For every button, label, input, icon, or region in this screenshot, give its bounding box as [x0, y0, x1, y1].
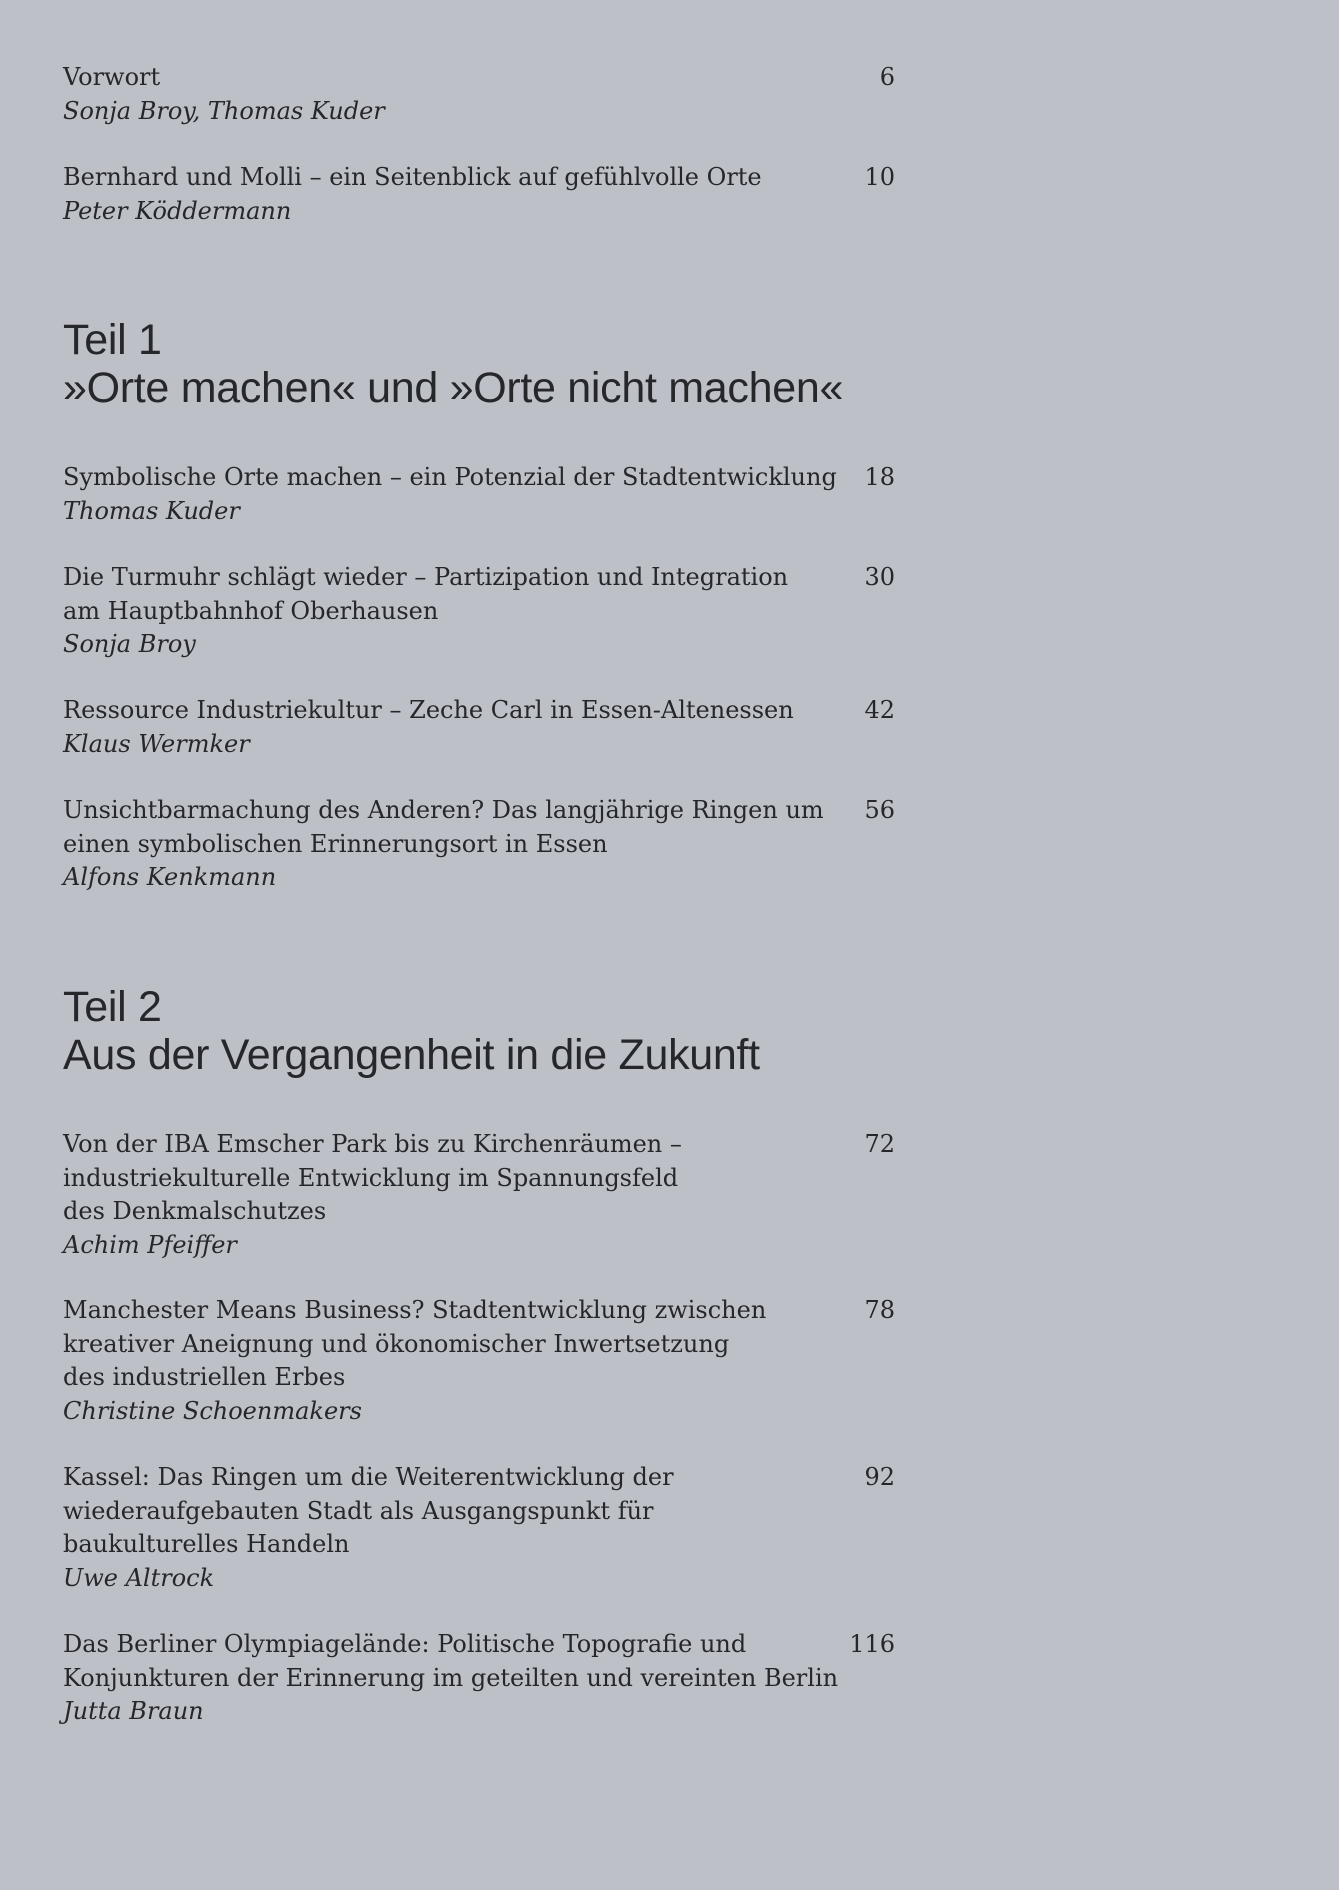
entry-title — [63, 1294, 803, 1395]
entry-page-number: 78 — [864, 1296, 895, 1324]
entry-title-line: Vorwort — [63, 63, 161, 91]
entry-title — [63, 1628, 839, 1695]
entry-page-number: 18 — [864, 463, 895, 491]
entry-title-line: Konjunkturen der Erinnerung im geteilten und vereinten Berlin — [63, 1663, 839, 1692]
entry-author: Sonja Broy — [63, 630, 196, 658]
part-number: Teil 2 — [63, 983, 162, 1031]
entry-page-number: 92 — [864, 1463, 895, 1491]
entry-title-line: Unsichtbarmachung des Anderen? Das langjährige Ringen um — [63, 796, 824, 824]
toc-entry — [63, 1628, 895, 1729]
entry-author: Jutta Braun — [63, 1697, 204, 1725]
entry-title — [63, 1461, 803, 1562]
entry-title — [63, 561, 803, 628]
entry-title-line: industriekulturelle Entwicklung im Spannungsfeld — [63, 1163, 679, 1192]
entry-author: Uwe Altrock — [63, 1563, 215, 1592]
entry-page-number: 72 — [864, 1130, 895, 1158]
entry-page-number: 6 — [879, 63, 895, 91]
entry-title — [63, 161, 803, 195]
part-heading-teil-2 — [63, 983, 895, 1079]
toc-entry — [63, 461, 895, 528]
entry-page-number: 42 — [864, 696, 895, 724]
entry-page-number: 30 — [864, 563, 895, 591]
part-subtitle: Aus der Vergangenheit in die Zukunft — [63, 1031, 760, 1079]
toc-entry — [63, 561, 895, 662]
entry-title-line: Ressource Industriekultur – Zeche Carl in Essen-Altenessen — [63, 696, 794, 724]
entry-author: Alfons Kenkmann — [63, 863, 277, 891]
toc-entry — [63, 1294, 895, 1428]
entry-title-line: Bernhard und Molli – ein Seitenblick auf gefühlvolle Orte — [63, 163, 762, 191]
entry-title — [63, 61, 803, 95]
entry-title-line: des industriellen Erbes — [63, 1363, 346, 1391]
entry-author: Sonja Broy, Thomas Kuder — [63, 96, 385, 125]
entry-title-line: Das Berliner Olympiagelände: Politische Topografie und — [63, 1630, 747, 1658]
entry-title-line: am Hauptbahnhof Oberhausen — [63, 596, 439, 625]
toc-entry-bernhard-und-molli — [63, 161, 895, 228]
entry-title — [63, 794, 824, 861]
toc-entry — [63, 794, 895, 895]
toc-entry — [63, 694, 895, 761]
part-heading-teil-1 — [63, 316, 895, 412]
entry-title-line: baukulturelles Handeln — [63, 1530, 350, 1558]
entry-title-line: einen symbolischen Erinnerungsort in Essen — [63, 829, 608, 858]
entry-title-line: wiederaufgebauten Stadt als Ausgangspunkt für — [63, 1496, 654, 1525]
entry-author: Thomas Kuder — [63, 496, 240, 525]
entry-title-line: kreativer Aneignung und ökonomischer Inwertsetzung — [63, 1329, 730, 1358]
entry-title — [63, 461, 837, 495]
entry-title-line: des Denkmalschutzes — [63, 1197, 327, 1225]
entry-page-number: 116 — [849, 1630, 895, 1658]
entry-title-line: Die Turmuhr schlägt wieder – Partizipation und Integration — [63, 563, 789, 591]
entry-title — [63, 1128, 803, 1229]
entry-title-line: Kassel: Das Ringen um die Weiterentwicklung der — [63, 1463, 674, 1491]
toc-entry — [63, 1128, 895, 1262]
entry-page-number: 56 — [864, 796, 895, 824]
entry-title-line: Symbolische Orte machen – ein Potenzial der Stadtentwicklung — [63, 463, 837, 491]
part-number: Teil 1 — [63, 316, 162, 364]
entry-title-line: Manchester Means Business? Stadtentwicklung zwischen — [63, 1296, 767, 1324]
entry-title-line: Von der IBA Emscher Park bis zu Kirchenräumen – — [63, 1130, 682, 1158]
entry-author: Achim Pfeiffer — [63, 1230, 237, 1259]
toc-entry — [63, 1461, 895, 1595]
part-subtitle: »Orte machen« und »Orte nicht machen« — [63, 364, 844, 412]
toc-entry-vorwort — [63, 61, 895, 128]
entry-page-number: 10 — [864, 163, 895, 191]
entry-author: Peter Köddermann — [63, 196, 292, 225]
entry-title — [63, 694, 803, 728]
entry-author: Christine Schoenmakers — [63, 1396, 362, 1425]
entry-author: Klaus Wermker — [63, 729, 250, 758]
